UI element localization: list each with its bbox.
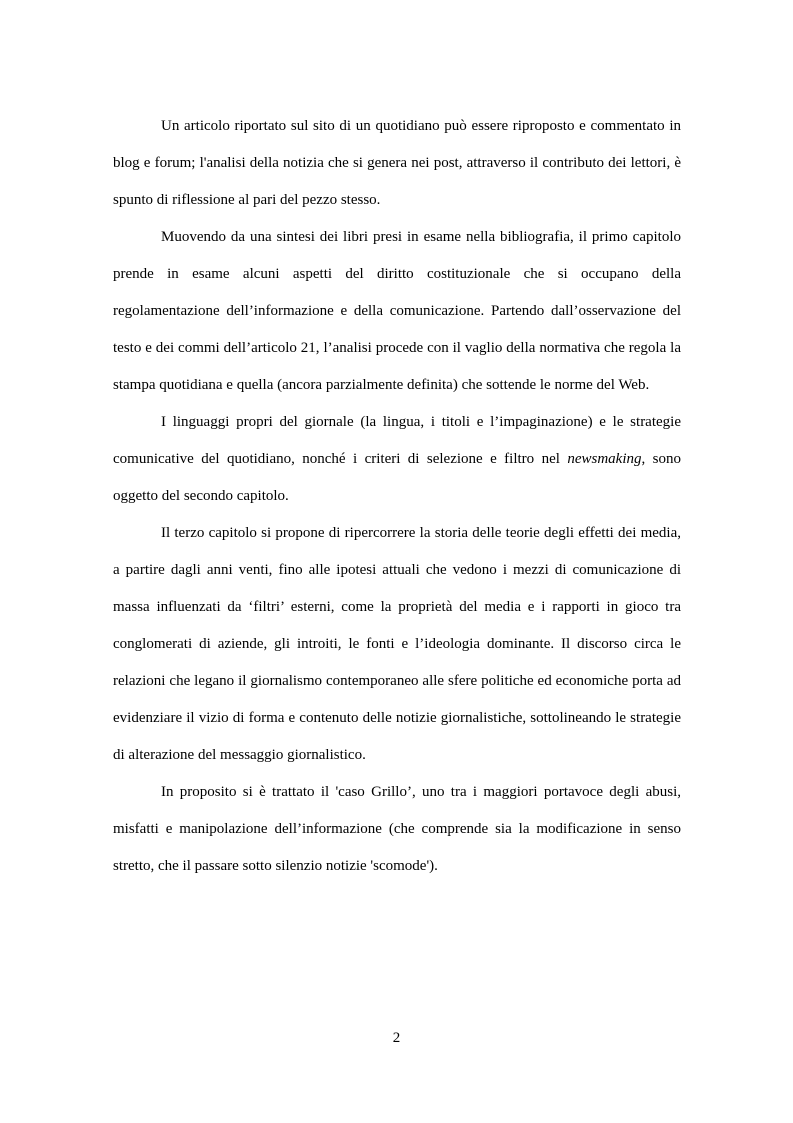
newsmaking-term: newsmaking [567,451,642,467]
paragraph-3-before: I linguaggi propri del giornale (la lingua, i titoli e l’impaginazione) e le strategie comunicative del quotidiano, nonché i criteri di selezione e filtro nel [113,414,681,467]
paragraph-2: Muovendo da una sintesi dei libri presi in esame nella bibliografia, il primo capitolo prende in esame alcuni aspetti del diritto costituzionale che si occupano della regolamentazione dell’informazione e della comunicazione. Partendo dall’osservazione del testo e dei commi dell’articolo 21, l’analisi procede con il vaglio della normativa che regola la stampa quotidiana e quella (ancora parzialmente definita) che sottende le norme del Web. [113,229,681,393]
paragraph-3 [113,404,681,515]
paragraph-1: Un articolo riportato sul sito di un quotidiano può essere riproposto e commentato in blog e forum; l'analisi della notizia che si genera nei post, attraverso il contributo dei lettori, è spunto di riflessione al pari del pezzo stesso. [113,118,681,208]
page-number: 2 [392,1030,401,1046]
paragraph-3-after: , sono oggetto del secondo capitolo. [113,451,682,504]
body-text [113,108,681,885]
paragraph-5: In proposito si è trattato il 'caso Grillo’, uno tra i maggiori portavoce degli abusi, misfatti e manipolazione dell’informazione (che comprende sia la modificazione in senso stretto, che il passare sotto silenzio notizie 'scomode'). [113,784,681,874]
paragraph-4: Il terzo capitolo si propone di ripercorrere la storia delle teorie degli effetti dei media, a partire dagli anni venti, fino alle ipotesi attuali che vedono i mezzi di comunicazione di massa influenzati da ‘filtri’ esterni, come la proprietà del media e i rapporti in gioco tra conglomerati di aziende, gli introiti, le fonti e l’ideologia dominante. Il discorso circa le relazioni che legano il giornalismo contemporaneo alle sfere politiche ed economiche porta ad evidenziare il vizio di forma e contenuto delle notizie giornalistiche, sottolineando le strategie di alterazione del messaggio giornalistico. [113,525,681,763]
